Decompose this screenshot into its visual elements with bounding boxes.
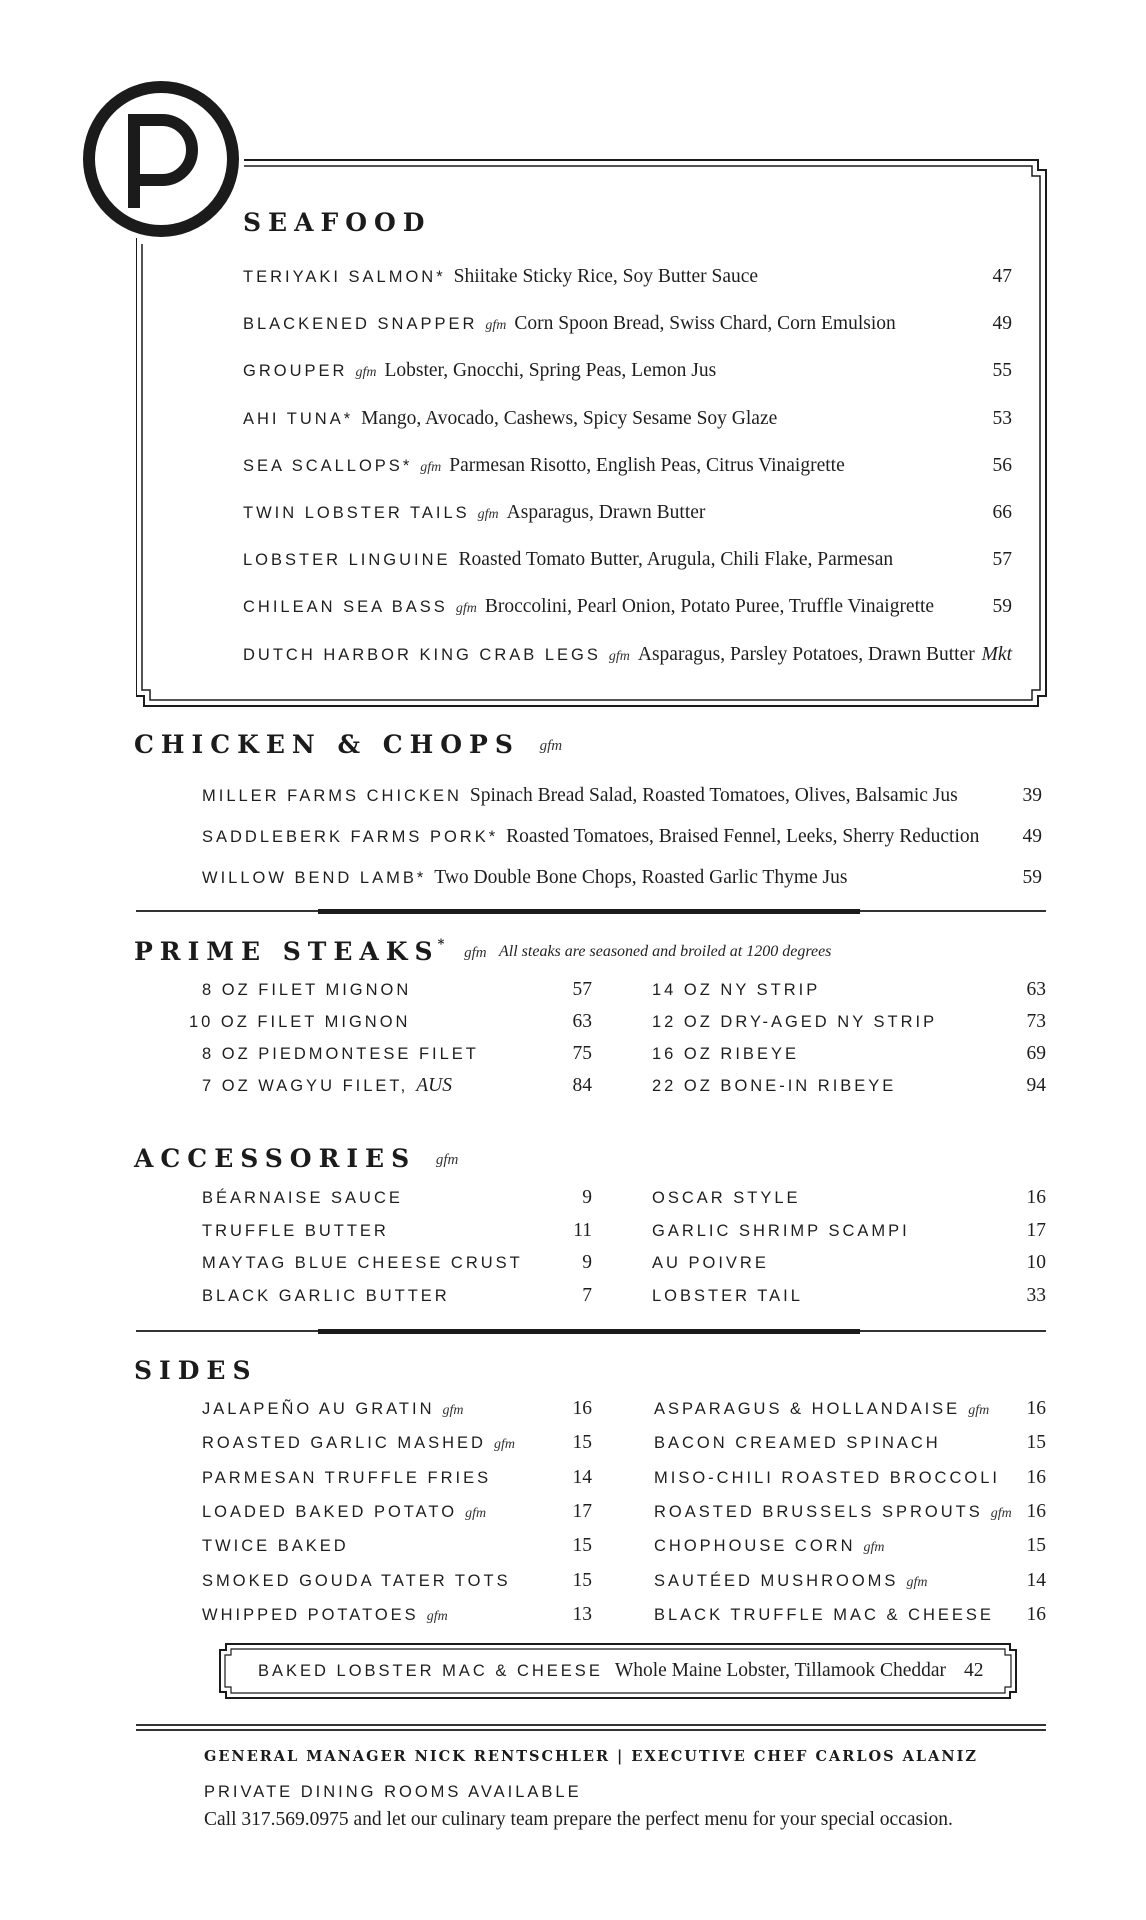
item-desc: Asparagus, Parsley Potatoes, Drawn Butter [637, 643, 975, 665]
section-title-chicken-chops [134, 730, 562, 759]
gfm-tag: gfm [435, 1152, 459, 1168]
menu-item [652, 1216, 910, 1246]
menu-item [202, 1183, 403, 1213]
menu-item [243, 309, 896, 339]
item-price: 17 [572, 1500, 592, 1522]
menu-item [652, 1007, 937, 1037]
item-name: TERIYAKI SALMON* [243, 268, 446, 286]
gfm-tag: gfm [968, 1403, 990, 1418]
item-name: MILLER FARMS CHICKEN [202, 787, 462, 805]
item-price: Mkt [981, 643, 1012, 665]
menu-item [652, 975, 820, 1005]
item-price: 16 [572, 1398, 592, 1419]
menu-item [202, 1071, 452, 1101]
footer-divider [136, 1729, 1046, 1731]
menu-item [189, 1007, 410, 1037]
section-title-sides: SIDES [134, 1356, 258, 1385]
item-desc: Roasted Tomatoes, Braised Fennel, Leeks, Sherry Reduction [506, 826, 980, 847]
asterisk-mark: * [437, 937, 445, 952]
item-price: 9 [582, 1252, 592, 1273]
item-name: 7 OZ WAGYU FILET, [202, 1077, 409, 1095]
item-price: 14 [1026, 1569, 1046, 1591]
item-name: PARMESAN TRUFFLE FRIES [202, 1468, 492, 1487]
item-name: 14 OZ NY STRIP [652, 981, 821, 999]
footer-private-dining: PRIVATE DINING ROOMS AVAILABLE [204, 1783, 582, 1801]
section-title-seafood: SEAFOOD [243, 208, 432, 237]
gfm-tag: gfm [485, 318, 507, 334]
gfm-tag: gfm [477, 507, 499, 522]
item-price: 15 [572, 1432, 592, 1454]
gfm-tag: gfm [493, 1437, 515, 1453]
gfm-tag: gfm [906, 1574, 928, 1590]
item-price: 15 [572, 1535, 592, 1557]
item-price: 15 [1026, 1535, 1046, 1557]
item-name: BACON CREAMED SPINACH [654, 1434, 941, 1453]
item-price: 16 [1026, 1466, 1046, 1488]
item-name: LOADED BAKED POTATO [202, 1502, 458, 1521]
item-name: TRUFFLE BUTTER [202, 1221, 389, 1240]
item-name: BAKED LOBSTER MAC & CHEESE [258, 1662, 603, 1680]
menu-item [202, 1600, 448, 1630]
menu-item [202, 975, 411, 1005]
item-name: 10 OZ FILET MIGNON [189, 1013, 411, 1031]
item-price: 13 [572, 1603, 592, 1625]
item-price: 49 [992, 313, 1012, 335]
item-price: 53 [992, 407, 1012, 429]
item-name: SEA SCALLOPS* [243, 456, 413, 475]
gfm-tag: gfm [355, 365, 377, 381]
item-price: 16 [1026, 1187, 1046, 1208]
gfm-tag: gfm [455, 601, 477, 617]
footer-call: Call 317.569.0975 and let our culinary team prepare the perfect menu for your special occasion. [204, 1809, 953, 1830]
item-name: 22 OZ BONE-IN RIBEYE [652, 1077, 897, 1095]
section-title-prime-steaks [134, 937, 487, 966]
item-price: 7 [582, 1284, 592, 1306]
origin-tag: AUS [416, 1075, 452, 1096]
item-price: 56 [992, 454, 1012, 476]
item-price: 59 [992, 596, 1012, 618]
item-name: WHIPPED POTATOES [202, 1605, 419, 1624]
item-price: 59 [1022, 867, 1042, 888]
menu-item [202, 1463, 491, 1493]
item-desc: Whole Maine Lobster, Tillamook Cheddar [614, 1660, 947, 1681]
menu-item [654, 1531, 885, 1561]
menu-item [243, 451, 845, 481]
item-name: SADDLEBERK FARMS PORK* [202, 828, 499, 846]
menu-item [202, 1497, 486, 1527]
item-name: ROASTED BRUSSELS SPROUTS [654, 1502, 983, 1521]
menu-item [654, 1428, 941, 1458]
item-name: 16 OZ RIBEYE [652, 1045, 799, 1063]
menu-item [654, 1394, 989, 1424]
menu-item [202, 1039, 479, 1069]
item-desc: Lobster, Gnocchi, Spring Peas, Lemon Jus [384, 360, 717, 382]
item-name: WILLOW BEND LAMB* [202, 869, 427, 887]
item-price: 69 [1026, 1043, 1046, 1064]
item-price: 94 [1026, 1075, 1046, 1096]
menu-item [654, 1600, 994, 1630]
footer-divider [136, 1724, 1046, 1726]
gfm-tag: gfm [420, 459, 442, 475]
menu-item [202, 1428, 515, 1458]
section-title-text: CHICKEN & CHOPS [134, 730, 520, 759]
item-price: 10 [1026, 1252, 1046, 1273]
item-price: 55 [992, 360, 1012, 382]
menu-item [652, 1281, 803, 1311]
item-name: BÉARNAISE SAUCE [202, 1189, 403, 1207]
item-desc: Corn Spoon Bread, Swiss Chard, Corn Emulsion [514, 313, 896, 335]
menu-item [654, 1463, 1000, 1493]
item-price: 15 [572, 1569, 592, 1591]
menu-item [243, 545, 893, 575]
menu-item [654, 1566, 927, 1596]
section-divider-accent [318, 1329, 860, 1334]
menu-item [243, 498, 705, 528]
gfm-tag: gfm [863, 1540, 885, 1556]
item-name: SAUTÉED MUSHROOMS [654, 1571, 899, 1590]
item-desc: Shiitake Sticky Rice, Soy Butter Sauce [453, 266, 759, 287]
item-name: JALAPEÑO AU GRATIN [202, 1400, 435, 1418]
item-price: 9 [582, 1187, 592, 1208]
menu-item [202, 1216, 389, 1246]
item-desc: Spinach Bread Salad, Roasted Tomatoes, Olives, Balsamic Jus [469, 785, 958, 806]
item-price: 73 [1026, 1011, 1046, 1032]
item-price: 14 [572, 1466, 592, 1488]
section-divider-accent [318, 909, 860, 914]
gfm-tag: gfm [426, 1608, 448, 1624]
item-desc: Mango, Avocado, Cashews, Spicy Sesame Soy Glaze [361, 407, 778, 429]
gfm-tag: gfm [442, 1403, 464, 1418]
item-name: LOBSTER LINGUINE [243, 551, 451, 570]
item-name: GROUPER [243, 362, 348, 381]
menu-item [654, 1497, 1012, 1527]
item-desc: Roasted Tomato Butter, Arugula, Chili Flake, Parmesan [458, 549, 894, 571]
item-desc: Parmesan Risotto, English Peas, Citrus Vinaigrette [449, 454, 845, 476]
feature-item [258, 1656, 984, 1686]
menu-item [652, 1248, 769, 1278]
menu-item [652, 1183, 801, 1213]
item-price: 15 [1026, 1432, 1046, 1454]
item-name: CHOPHOUSE CORN [654, 1537, 856, 1556]
item-price: 63 [1026, 979, 1046, 1000]
item-price: 16 [1026, 1398, 1046, 1419]
item-price: 11 [573, 1219, 592, 1241]
item-name: 12 OZ DRY-AGED NY STRIP [652, 1013, 938, 1031]
item-price: 16 [1026, 1603, 1046, 1625]
menu-item [202, 1281, 450, 1311]
item-price: 16 [1026, 1500, 1046, 1522]
item-name: 8 OZ PIEDMONTESE FILET [202, 1045, 479, 1063]
item-name: BLACKENED SNAPPER [243, 315, 478, 334]
item-price: 57 [572, 979, 592, 1000]
item-price: 57 [992, 549, 1012, 571]
item-price: 39 [1022, 785, 1042, 806]
item-price: 33 [1026, 1284, 1046, 1306]
item-name: ROASTED GARLIC MASHED [202, 1434, 486, 1453]
item-name: DUTCH HARBOR KING CRAB LEGS [243, 645, 601, 664]
item-price: 84 [572, 1075, 592, 1096]
item-price: 17 [1026, 1219, 1046, 1241]
item-desc: Two Double Bone Chops, Roasted Garlic Thyme Jus [434, 867, 848, 888]
item-name: SMOKED GOUDA TATER TOTS [202, 1571, 511, 1590]
menu-item [243, 592, 934, 622]
item-name: MAYTAG BLUE CHEESE CRUST [202, 1254, 523, 1272]
menu-item [243, 356, 716, 386]
menu-item [202, 863, 847, 893]
item-name: TWIN LOBSTER TAILS [243, 504, 470, 522]
item-name: GARLIC SHRIMP SCAMPI [652, 1221, 910, 1240]
menu-item [243, 404, 777, 434]
section-title-text: PRIME STEAKS [134, 937, 440, 966]
gfm-tag: gfm [990, 1505, 1012, 1521]
item-name: CHILEAN SEA BASS [243, 598, 448, 617]
menu-item [243, 262, 758, 292]
item-price: 66 [992, 502, 1012, 523]
section-title-accessories [134, 1144, 458, 1173]
item-name: AHI TUNA* [243, 409, 354, 428]
item-name: 8 OZ FILET MIGNON [202, 981, 412, 999]
item-desc: Broccolini, Pearl Onion, Potato Puree, Truffle Vinaigrette [484, 596, 935, 618]
item-name: ASPARAGUS & HOLLANDAISE [654, 1400, 961, 1418]
gfm-tag: gfm [465, 1505, 487, 1521]
item-price: 63 [572, 1011, 592, 1032]
item-name: AU POIVRE [652, 1254, 769, 1272]
menu-item [202, 1531, 349, 1561]
menu-item [202, 1566, 511, 1596]
gfm-tag: gfm [539, 738, 563, 754]
menu-item [202, 781, 958, 811]
menu-item [652, 1039, 799, 1069]
item-price: 49 [1022, 826, 1042, 847]
item-name: MISO-CHILI ROASTED BROCCOLI [654, 1468, 1000, 1487]
menu-item [202, 822, 979, 852]
item-name: BLACK GARLIC BUTTER [202, 1286, 450, 1305]
item-price: 47 [992, 266, 1012, 287]
item-price: 75 [572, 1043, 592, 1064]
item-name: TWICE BAKED [202, 1537, 349, 1556]
item-price: 42 [964, 1660, 984, 1681]
gfm-tag: gfm [464, 945, 487, 961]
steaks-note: All steaks are seasoned and broiled at 1200 degrees [499, 943, 832, 960]
menu-item [243, 640, 975, 670]
item-desc: Asparagus, Drawn Butter [506, 502, 706, 523]
menu-item [652, 1071, 896, 1101]
section-title-text: ACCESSORIES [134, 1144, 417, 1173]
item-name: BLACK TRUFFLE MAC & CHEESE [654, 1605, 994, 1624]
item-name: OSCAR STYLE [652, 1189, 801, 1207]
gfm-tag: gfm [608, 648, 630, 664]
menu-item [202, 1394, 464, 1424]
item-name: LOBSTER TAIL [652, 1286, 803, 1305]
menu-item [202, 1248, 523, 1278]
footer-staff: GENERAL MANAGER NICK RENTSCHLER | EXECUTIVE CHEF CARLOS ALANIZ [204, 1748, 978, 1765]
